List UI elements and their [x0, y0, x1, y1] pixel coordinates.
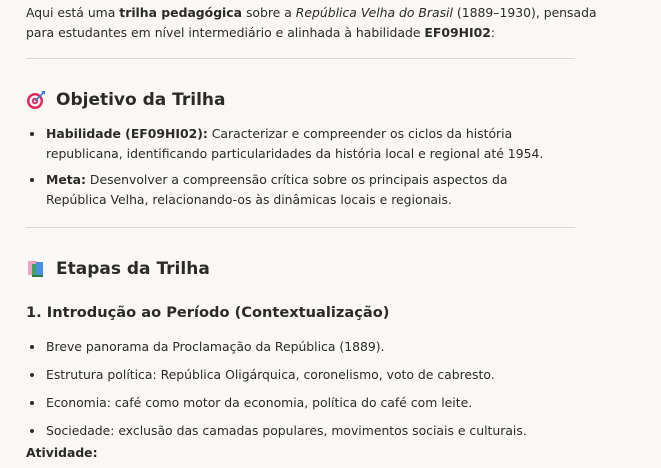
list-item: Economia: café como motor da economia, política do café com leite.: [26, 393, 586, 413]
divider: [26, 227, 575, 228]
step-list: [26, 337, 586, 449]
item-label: Meta:: [46, 172, 86, 187]
intro-text: Aqui está uma: [26, 5, 120, 20]
divider: [26, 58, 575, 59]
list-item: Sociedade: exclusão das camadas populares, movimentos sociais e culturais.: [26, 421, 586, 441]
intro-text: :: [490, 25, 496, 40]
item-text: Caracterizar e compreender os ciclos da história republicana, identificando particularidades da história local e regional até 1954.: [46, 126, 544, 161]
list-item: Breve panorama da Proclamação da República (1889).: [26, 337, 586, 357]
item-text: Desenvolver a compreensão crítica sobre os principais aspectos da República Velha, relacionando-os às dinâmicas locais e regionais.: [46, 172, 508, 207]
activity-label: Atividade:: [26, 445, 98, 460]
objetivo-list: [26, 124, 566, 216]
list-item: Estrutura política: República Oligárquica, coronelismo, voto de cabresto.: [26, 365, 586, 385]
section-title: Etapas da Trilha: [56, 259, 210, 279]
target-icon: [26, 90, 46, 110]
intro-bold-skill-code: EF09HI02: [424, 25, 491, 40]
books-icon: [26, 259, 46, 279]
list-item: [26, 170, 566, 210]
list-item: [26, 124, 566, 164]
section-heading-objetivo: [26, 89, 226, 111]
intro-bold-trilha: trilha pedagógica: [119, 5, 243, 20]
intro-text: (1889–1930), pensada para estudantes em nível intermediário e alinhada à habilidade: [26, 5, 597, 40]
step-heading: 1. Introdução ao Período (Contextualização): [26, 304, 390, 321]
intro-paragraph: [26, 3, 606, 43]
item-label: Habilidade (EF09HI02):: [46, 126, 208, 141]
section-heading-etapas: [26, 258, 210, 280]
intro-italic-topic: República Velha do Brasil: [295, 5, 453, 20]
section-title: Objetivo da Trilha: [56, 90, 226, 110]
intro-text: sobre a: [242, 5, 296, 20]
